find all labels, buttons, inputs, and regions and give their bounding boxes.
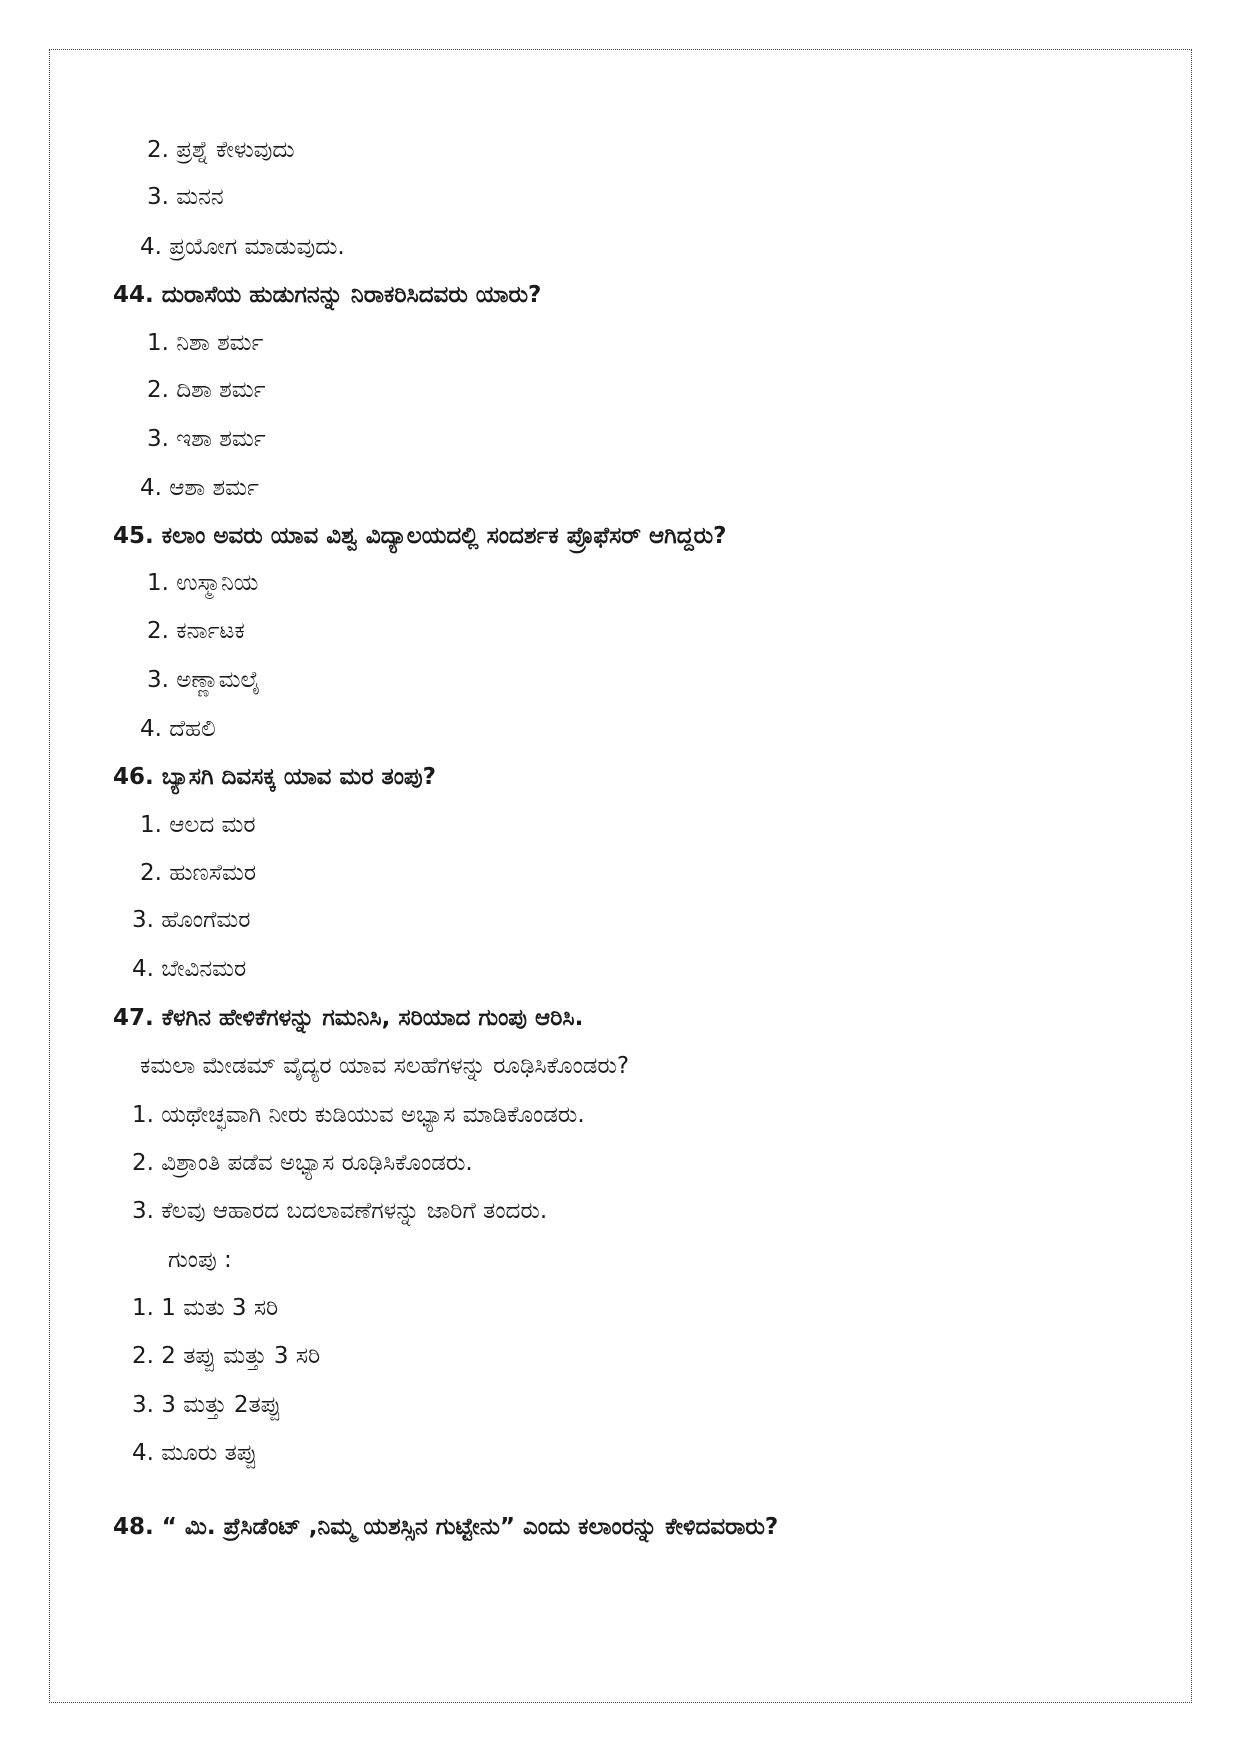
q46-question: 46. ಬ್ಯಾಸಗಿ ದಿವಸಕ್ಕ ಯಾವ ಮರ ತಂಪು?	[113, 764, 436, 790]
q46-option-1: 1. ಆಲದ ಮರ	[140, 812, 256, 838]
q44-option-1: 1. ನಿಶಾ ಶರ್ಮ	[147, 330, 264, 356]
q47-question: 47. ಕೆಳಗಿನ ಹೇಳಿಕೆಗಳನ್ನು ಗಮನಿಸಿ, ಸರಿಯಾದ ಗುಂಪು ಆರಿಸಿ.	[113, 1005, 584, 1031]
q47-statement-3: 3. ಕೆಲವು ಆಹಾರದ ಬದಲಾವಣೆಗಳನ್ನು ಜಾರಿಗೆ ತಂದರು.	[132, 1198, 548, 1224]
q45-question: 45. ಕಲಾಂ ಅವರು ಯಾವ ವಿಶ್ವ ವಿದ್ಯಾಲಯದಲ್ಲಿ ಸಂದರ್ಶಕ ಪ್ರೊಫೆಸರ್ ಆಗಿದ್ದರು?	[113, 523, 727, 549]
q47-option-3: 3. 3 ಮತ್ತು 2ತಪ್ಪು	[132, 1392, 282, 1418]
q44-option-3: 3. ಇಶಾ ಶರ್ಮ	[147, 426, 266, 452]
q47-group-label: ಗುಂಪು :	[168, 1247, 232, 1273]
q44-option-2: 2. ದಿಶಾ ಶರ್ಮ	[147, 377, 266, 403]
q47-statement-2: 2. ವಿಶ್ರಾಂತಿ ಪಡೆವ ಅಭ್ಯಾಸ ರೂಢಿಸಿಕೊಂಡರು.	[132, 1150, 473, 1176]
q48-question: 48. “ ಮಿ. ಪ್ರೆಸಿಡೆಂಟ್ ,ನಿಮ್ಮ ಯಶಸ್ಸಿನ ಗುಟ್ಟೇನು” ಎಂದು ಕಲಾಂರನ್ನು ಕೇಳಿದವರಾರು?	[113, 1514, 779, 1540]
q43-option-4: 4. ಪ್ರಯೋಗ ಮಾಡುವುದು.	[140, 234, 345, 260]
q44-option-4: 4. ಆಶಾ ಶರ್ಮ	[140, 475, 259, 501]
q47-option-2: 2. 2 ತಪ್ಪು ಮತ್ತು 3 ಸರಿ	[132, 1343, 321, 1369]
q45-option-1: 1. ಉಸ್ಮಾನಿಯ	[147, 570, 259, 596]
q43-option-3: 3. ಮನನ	[147, 184, 224, 210]
q45-option-2: 2. ಕರ್ನಾಟಕ	[147, 618, 245, 644]
q44-question: 44. ದುರಾಸೆಯ ಹುಡುಗನನ್ನು ನಿರಾಕರಿಸಿದವರು ಯಾರು?	[113, 282, 542, 308]
q43-option-2: 2. ಪ್ರಶ್ನೆ ಕೇಳುವುದು	[147, 137, 295, 163]
q46-option-4: 4. ಬೇವಿನಮರ	[132, 956, 247, 982]
q47-statement-1: 1. ಯಥೇಚ್ಛವಾಗಿ ನೀರು ಕುಡಿಯುವ ಅಭ್ಯಾಸ ಮಾಡಿಕೊಂಡರು.	[132, 1102, 585, 1128]
q47-prompt: ಕಮಲಾ ಮೇಡಮ್ ವೈದ್ಯರ ಯಾವ ಸಲಹೆಗಳನ್ನು ರೂಢಿಸಿಕೊಂಡರು?	[140, 1053, 630, 1079]
q45-option-3: 3. ಅಣ್ಣಾಮಲೈ	[147, 667, 261, 693]
q45-option-4: 4. ದೆಹಲಿ	[140, 716, 216, 742]
q47-option-1: 1. 1 ಮತು 3 ಸರಿ	[132, 1295, 279, 1321]
q46-option-3: 3. ಹೊಂಗೆಮರ	[132, 907, 251, 933]
q46-option-2: 2. ಹುಣಸೆಮರ	[140, 860, 256, 886]
q47-option-4: 4. ಮೂರು ತಪ್ಪು	[132, 1440, 258, 1466]
